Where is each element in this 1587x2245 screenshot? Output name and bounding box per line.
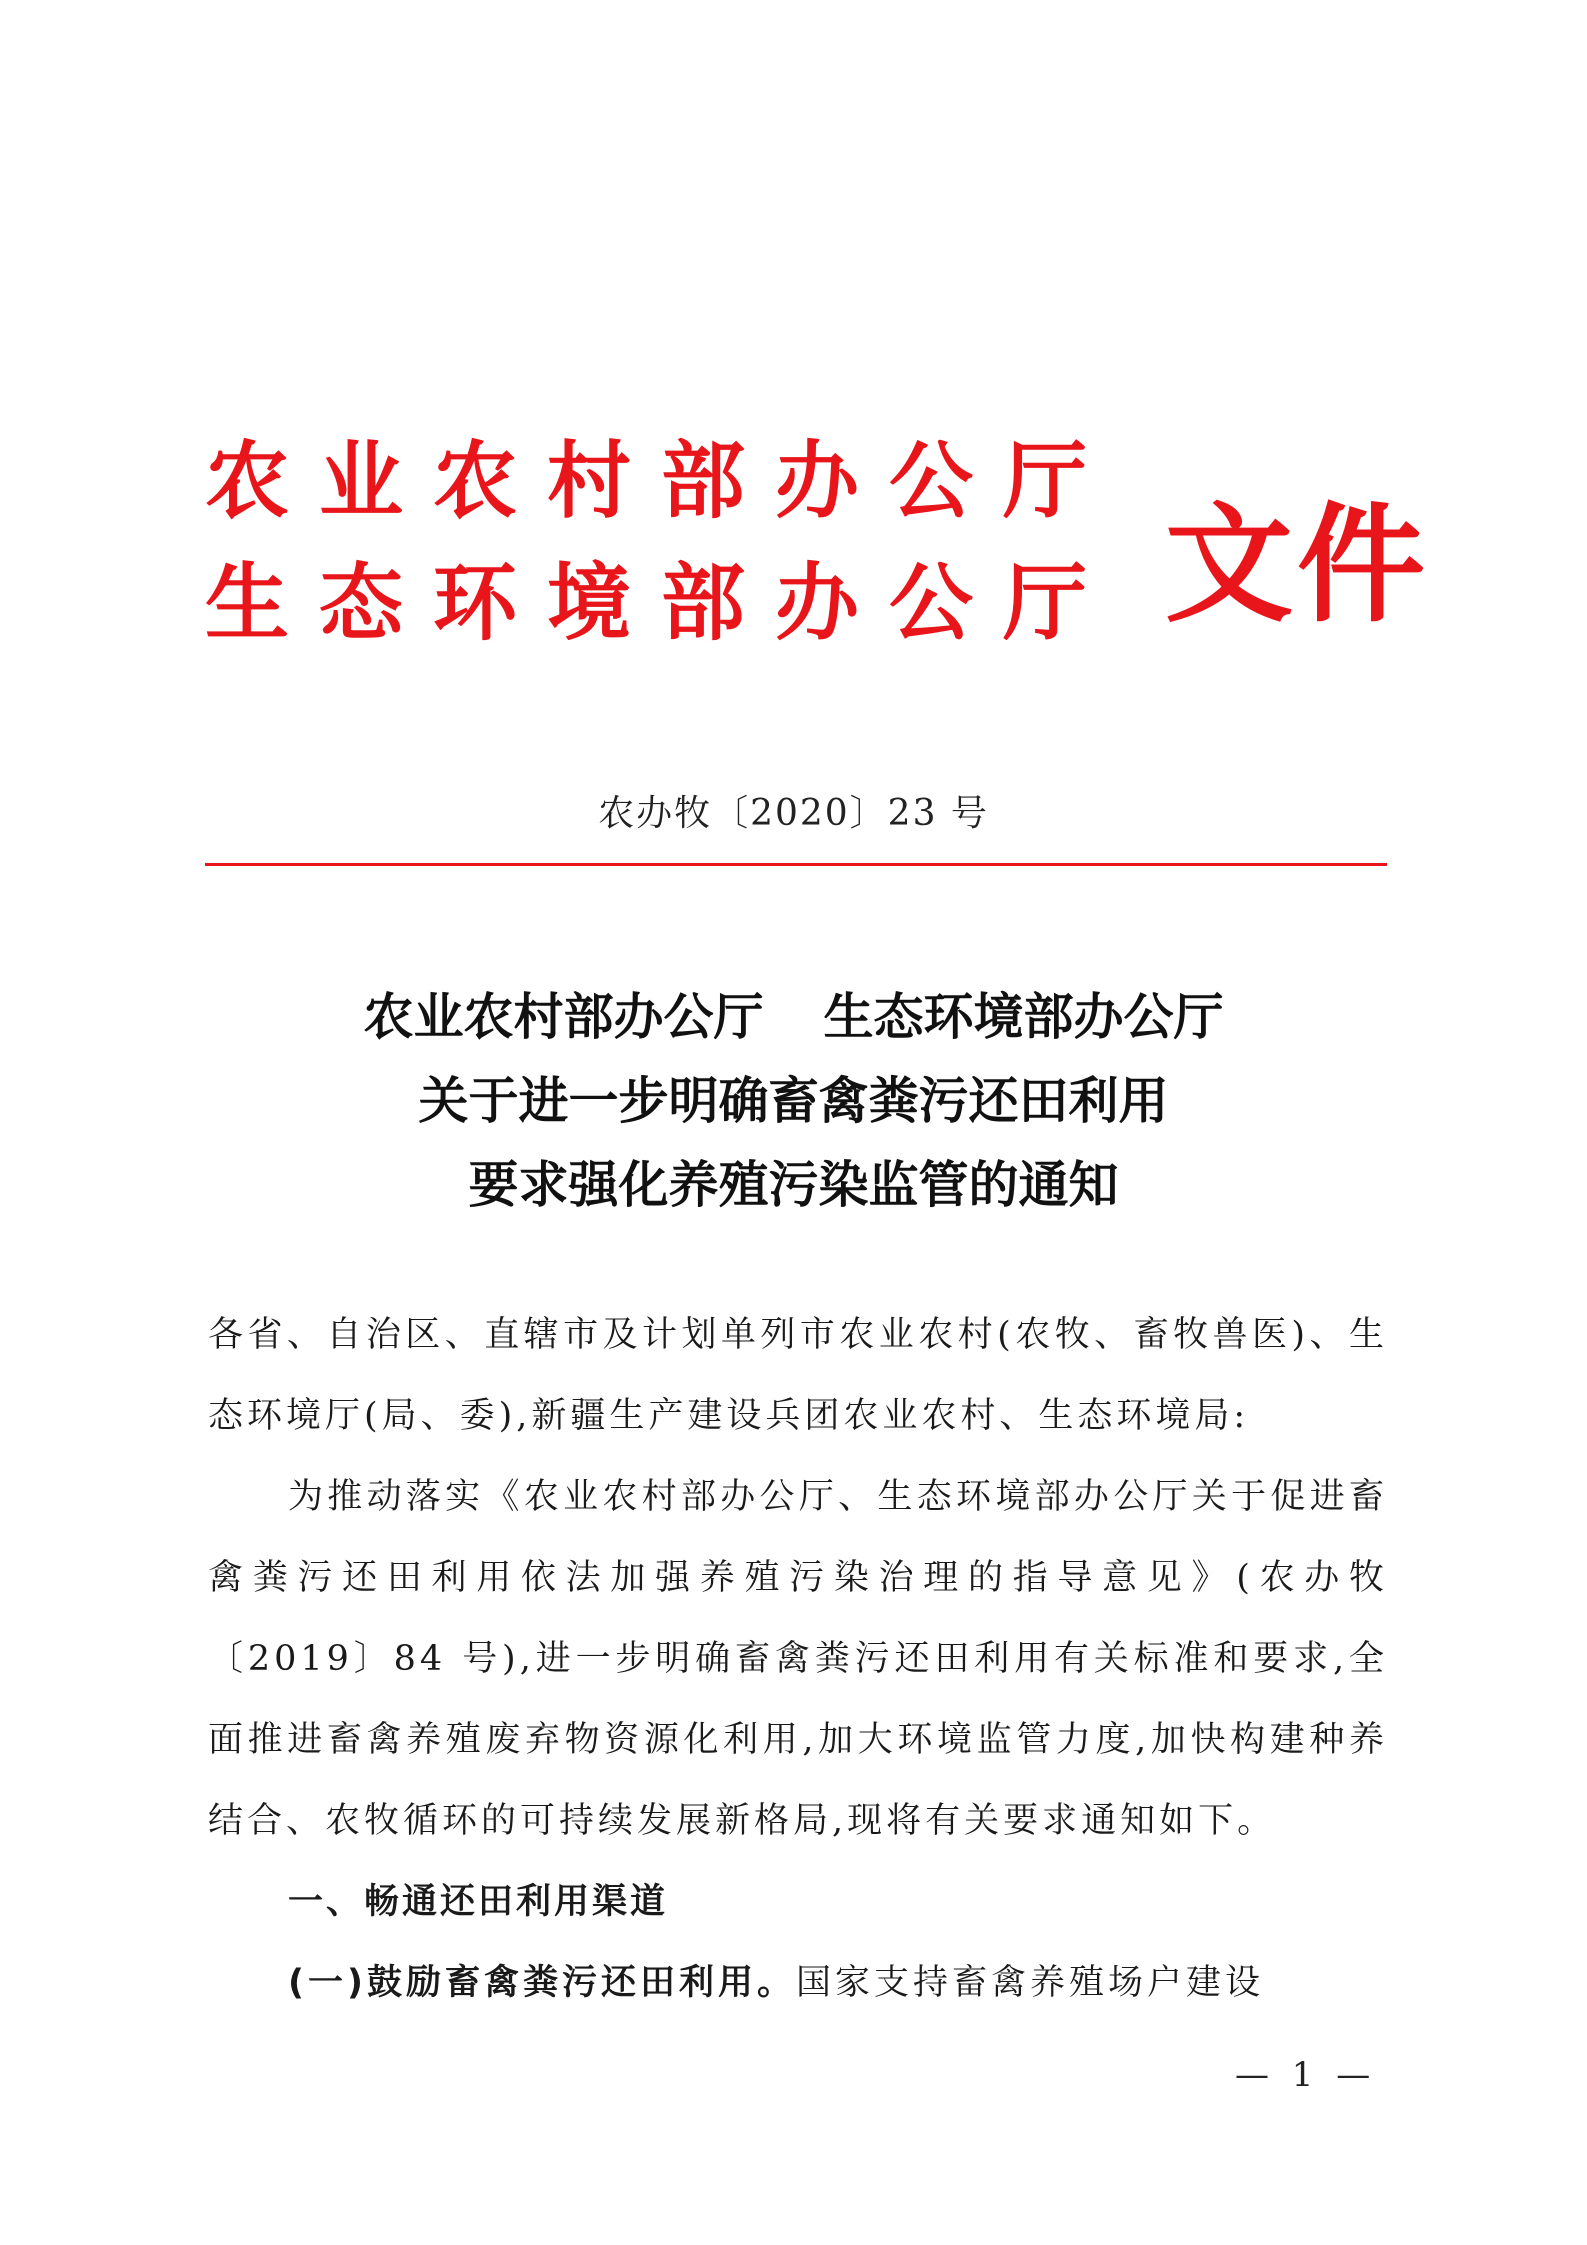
title-line-1: [0, 975, 1587, 1059]
salutation: 各省、自治区、直辖市及计划单列市农业农村(农牧、畜牧兽医)、生态环境厅(局、委),新疆生产建设兵团农业农村、生态环境局:: [208, 1315, 1388, 1436]
notice-title: [0, 975, 1587, 1227]
title-line-1-part-2: 生态环境部办公厅: [823, 988, 1224, 1046]
intro-paragraph: 为推动落实《农业农村部办公厅、生态环境部办公厅关于促进畜禽粪污还田利用依法加强养殖污染治理的指导意见》(农办牧〔2019〕84 号),进一步明确畜禽粪污还田利用有关标准和要求,全面推进畜禽养殖废弃物资源化利用,加大环境监管力度,加快构建种养结合、农牧循环的可持续发展新格局,现将有关要求通知如下。: [208, 1477, 1388, 1841]
issuing-authorities: [205, 420, 1118, 664]
title-line-2: 关于进一步明确畜禽粪污还田利用: [418, 1072, 1169, 1130]
issuer-environment: 生态环境部办公厅: [205, 553, 1118, 652]
notice-body: [208, 1295, 1388, 2024]
document-label: 文件: [1165, 490, 1430, 640]
title-line-3: 要求强化养殖污染监管的通知: [468, 1156, 1119, 1214]
issuer-agriculture: 农业农村部办公厅: [205, 431, 1118, 530]
title-line-1-part-1: 农业农村部办公厅: [363, 988, 764, 1046]
red-divider-line: [205, 863, 1387, 866]
item-1-lead: (一)鼓励畜禽粪污还田利用。: [288, 1963, 796, 2003]
page-number: — 1 —: [1235, 2055, 1377, 2095]
item-1-text: 国家支持畜禽养殖场户建设: [796, 1963, 1265, 2003]
section-heading-1: 一、畅通还田利用渠道: [288, 1882, 669, 1922]
document-number: 农办牧〔2020〕23 号: [598, 793, 989, 834]
item-1-paragraph: [208, 1943, 1388, 2024]
